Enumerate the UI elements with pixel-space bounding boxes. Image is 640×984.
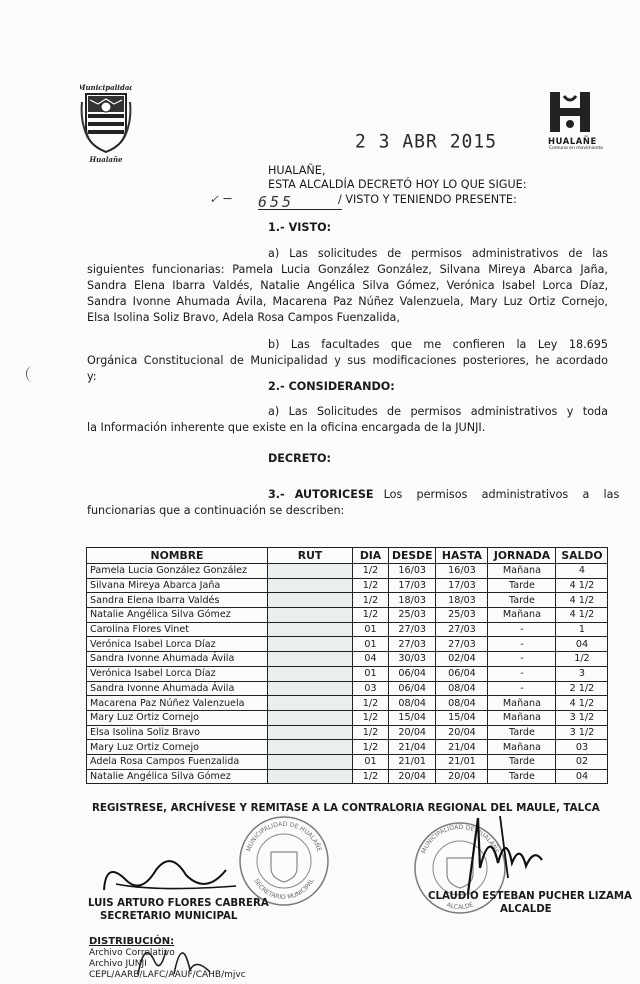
brand-name: HUALAÑE [548, 136, 597, 146]
cell-nombre: Adela Rosa Campos Fuenzalida [87, 754, 268, 769]
cell-desde: 21/04 [389, 740, 436, 755]
cell-nombre: Macarena Paz Núñez Valenzuela [87, 696, 268, 711]
autoricese-word: AUTORICESE [294, 488, 374, 501]
cell-jornada: - [488, 666, 556, 681]
left-seal-top-text: MUNICIPALIDAD DE HUALAÑE [245, 820, 323, 853]
cell-jornada: Tarde [488, 725, 556, 740]
cell-jornada: - [488, 637, 556, 652]
cell-desde: 27/03 [389, 622, 436, 637]
cell-saldo: 4 1/2 [556, 696, 608, 711]
cell-desde: 27/03 [389, 637, 436, 652]
cell-saldo: 4 1/2 [556, 578, 608, 593]
cell-nombre: Carolina Flores Vinet [87, 622, 268, 637]
cell-dia: 1/2 [353, 564, 389, 579]
cell-rut [268, 754, 353, 769]
date-stamp: 2 3 ABR 2015 [355, 130, 498, 153]
cell-jornada: - [488, 652, 556, 667]
cell-desde: 06/04 [389, 681, 436, 696]
cell-desde: 20/04 [389, 725, 436, 740]
visto-a-last-line: Elsa Isolina Soliz Bravo, Adela Rosa Campos Fuenzalida, [87, 311, 400, 324]
cell-desde: 20/04 [389, 769, 436, 784]
cell-saldo: 4 [556, 564, 608, 579]
cell-hasta: 27/03 [436, 637, 488, 652]
cell-saldo: 02 [556, 754, 608, 769]
svg-text:Hualañe: Hualañe [89, 155, 123, 164]
considerando-a-last-line: la Información inherente que existe en la oficina encargada de la JUNJI. [87, 421, 486, 434]
right-seal-top-text: MUNICIPALIDAD DE HUALAÑE [420, 823, 500, 855]
cell-nombre: Mary Luz Ortiz Cornejo [87, 710, 268, 725]
cell-nombre: Natalie Angélica Silva Gómez [87, 769, 268, 784]
visto-a-first-line: a) Las solicitudes de permisos administrativos de las [268, 247, 608, 260]
visto-a-line-2: Sandra Elena Ibarra Valdés, Natalie Angélica Silva Gómez, Verónica Isabel Lorca Díaz, [87, 279, 608, 292]
visto-a-line-1: siguientes funcionarias: Pamela Lucia González González, Silvana Mireya Abarca Jaña, [87, 263, 608, 276]
section-visto-title: 1.- VISTO: [268, 221, 332, 234]
brand-tagline: Comuna en movimiento [549, 146, 604, 151]
table-row [87, 710, 608, 725]
cell-hasta: 25/03 [436, 608, 488, 623]
cell-nombre: Elsa Isolina Soliz Bravo [87, 725, 268, 740]
distribution-line-1: Archivo Correlativo [89, 948, 175, 958]
municipal-crest-logo [80, 82, 132, 166]
cell-saldo: 2 1/2 [556, 681, 608, 696]
cell-rut [268, 593, 353, 608]
distribution-line-2: Archivo JUNJI [89, 959, 147, 969]
cell-saldo: 3 1/2 [556, 710, 608, 725]
left-signature-scribble [96, 840, 246, 904]
cell-jornada: Mañana [488, 740, 556, 755]
cell-dia: 1/2 [353, 593, 389, 608]
visto-a-line-3: Sandra Ivonne Ahumada Ávila, Macarena Paz Núñez Valenzuela, Mary Luz Ortiz Cornejo, [87, 295, 608, 308]
distribution-initials-scribble [130, 930, 220, 984]
cell-dia: 1/2 [353, 696, 389, 711]
cell-jornada: Tarde [488, 578, 556, 593]
svg-text:Municipalidad: Municipalidad [80, 83, 132, 92]
cell-jornada: Mañana [488, 710, 556, 725]
cell-nombre: Sandra Ivonne Ahumada Ávila [87, 652, 268, 667]
cell-rut [268, 740, 353, 755]
cell-nombre: Verónica Isabel Lorca Díaz [87, 637, 268, 652]
visto-teniendo-line: / VISTO Y TENIENDO PRESENTE: [338, 193, 517, 206]
cell-hasta: 20/04 [436, 769, 488, 784]
cell-jornada: Tarde [488, 769, 556, 784]
cell-hasta: 16/03 [436, 564, 488, 579]
cell-jornada: Mañana [488, 564, 556, 579]
cell-dia: 1/2 [353, 740, 389, 755]
autoricese-rest: Los permisos administrativos a las [383, 488, 620, 501]
cell-rut [268, 637, 353, 652]
cell-nombre: Mary Luz Ortiz Cornejo [87, 740, 268, 755]
alcaldia-line: ESTA ALCALDÍA DECRETÓ HOY LO QUE SIGUE: [268, 178, 527, 191]
distribution-line-3: CEPL/AARB/LAFC/AAUF/CAHB/mjvc [89, 970, 246, 980]
cell-hasta: 08/04 [436, 696, 488, 711]
cell-dia: 01 [353, 754, 389, 769]
col-header-rut: RUT [268, 548, 353, 564]
section-decreto-title: DECRETO: [268, 452, 332, 465]
cell-rut [268, 622, 353, 637]
cell-desde: 17/03 [389, 578, 436, 593]
left-signer-name: LUIS ARTURO FLORES CABRERA [88, 898, 269, 909]
cell-nombre: Pamela Lucia González González [87, 564, 268, 579]
cell-dia: 1/2 [353, 710, 389, 725]
table-row [87, 564, 608, 579]
table-row [87, 593, 608, 608]
cell-jornada: - [488, 681, 556, 696]
cell-rut [268, 578, 353, 593]
right-signer-name: CLAUDIO ESTEBAN PUCHER LIZAMA [428, 891, 632, 902]
cell-rut [268, 564, 353, 579]
table-row [87, 769, 608, 784]
cell-saldo: 03 [556, 740, 608, 755]
autoricese-last-line: funcionarias que a continuación se describen: [87, 504, 345, 517]
cell-rut [268, 681, 353, 696]
cell-nombre: Natalie Angélica Silva Gómez [87, 608, 268, 623]
left-seal-bottom-text: SECRETARIO MUNICIPAL [252, 877, 316, 902]
cell-rut [268, 710, 353, 725]
permisos-table-wrap [86, 547, 608, 784]
cell-dia: 01 [353, 666, 389, 681]
cell-hasta: 15/04 [436, 710, 488, 725]
cell-saldo: 1 [556, 622, 608, 637]
table-row [87, 666, 608, 681]
cell-jornada: - [488, 622, 556, 637]
section-considerando-title: 2.- CONSIDERANDO: [268, 380, 395, 393]
col-header-saldo: SALDO [556, 548, 608, 564]
table-row [87, 622, 608, 637]
cell-hasta: 18/03 [436, 593, 488, 608]
col-header-nombre: NOMBRE [87, 548, 268, 564]
cell-saldo: 04 [556, 637, 608, 652]
cell-nombre: Sandra Elena Ibarra Valdés [87, 593, 268, 608]
decree-prefix-mark: ✓ ─ [210, 192, 231, 207]
table-row [87, 652, 608, 667]
cell-nombre: Sandra Ivonne Ahumada Ávila [87, 681, 268, 696]
cell-hasta: 20/04 [436, 725, 488, 740]
decree-number: 655 [258, 193, 295, 211]
cell-hasta: 17/03 [436, 578, 488, 593]
cell-desde: 18/03 [389, 593, 436, 608]
table-row [87, 637, 608, 652]
cell-jornada: Tarde [488, 593, 556, 608]
cell-hasta: 06/04 [436, 666, 488, 681]
col-header-dia: DIA [353, 548, 389, 564]
permisos-table [86, 547, 608, 784]
registrese-line: REGISTRESE, ARCHÍVESE Y REMITASE A LA CONTRALORIA REGIONAL DEL MAULE, TALCA [92, 802, 600, 814]
table-row [87, 608, 608, 623]
visto-b-last-line: y: [87, 370, 97, 383]
visto-b-line: Orgánica Constitucional de Municipalidad y sus modificaciones posteriores, he acordado [87, 354, 608, 367]
table-row [87, 725, 608, 740]
visto-b-first-line: b) Las facultades que me confieren la Ley 18.695 [268, 338, 608, 351]
cell-hasta: 08/04 [436, 681, 488, 696]
cell-rut [268, 769, 353, 784]
cell-dia: 04 [353, 652, 389, 667]
cell-dia: 01 [353, 622, 389, 637]
cell-saldo: 4 1/2 [556, 608, 608, 623]
cell-desde: 16/03 [389, 564, 436, 579]
cell-dia: 03 [353, 681, 389, 696]
cell-nombre: Silvana Mireya Abarca Jaña [87, 578, 268, 593]
col-header-hasta: HASTA [436, 548, 488, 564]
cell-jornada: Mañana [488, 608, 556, 623]
cell-jornada: Mañana [488, 696, 556, 711]
cell-desde: 25/03 [389, 608, 436, 623]
city-line: HUALAÑE, [268, 164, 326, 177]
margin-punch-mark [26, 366, 39, 382]
cell-hasta: 27/03 [436, 622, 488, 637]
cell-rut [268, 696, 353, 711]
cell-jornada: Tarde [488, 754, 556, 769]
cell-saldo: 3 1/2 [556, 725, 608, 740]
table-row [87, 696, 608, 711]
autoricese-number: 3.- [268, 488, 285, 501]
cell-saldo: 04 [556, 769, 608, 784]
cell-saldo: 4 1/2 [556, 593, 608, 608]
left-signer-title: SECRETARIO MUNICIPAL [100, 911, 238, 922]
cell-hasta: 02/04 [436, 652, 488, 667]
cell-saldo: 1/2 [556, 652, 608, 667]
right-signature-scribble [450, 808, 570, 902]
table-row [87, 740, 608, 755]
cell-dia: 1/2 [353, 725, 389, 740]
considerando-a-first-line: a) Las Solicitudes de permisos administrativos y toda [268, 405, 608, 418]
cell-saldo: 3 [556, 666, 608, 681]
table-header-row [87, 548, 608, 564]
cell-rut [268, 652, 353, 667]
col-header-jornada: JORNADA [488, 548, 556, 564]
cell-rut [268, 608, 353, 623]
cell-desde: 06/04 [389, 666, 436, 681]
decree-number-underline [258, 209, 342, 210]
cell-desde: 21/01 [389, 754, 436, 769]
cell-rut [268, 666, 353, 681]
cell-hasta: 21/01 [436, 754, 488, 769]
cell-desde: 15/04 [389, 710, 436, 725]
cell-hasta: 21/04 [436, 740, 488, 755]
cell-desde: 30/03 [389, 652, 436, 667]
right-seal-bottom-text: ALCALDE [445, 901, 475, 912]
cell-dia: 01 [353, 637, 389, 652]
cell-rut [268, 725, 353, 740]
table-row [87, 681, 608, 696]
col-header-desde: DESDE [389, 548, 436, 564]
cell-dia: 1/2 [353, 578, 389, 593]
right-signer-title: ALCALDE [500, 904, 552, 915]
autoricese-first-line [268, 487, 620, 503]
distribution-title: DISTRIBUCIÓN: [89, 936, 175, 947]
cell-dia: 1/2 [353, 769, 389, 784]
cell-dia: 1/2 [353, 608, 389, 623]
table-row [87, 578, 608, 593]
cell-nombre: Verónica Isabel Lorca Díaz [87, 666, 268, 681]
table-row [87, 754, 608, 769]
cell-desde: 08/04 [389, 696, 436, 711]
